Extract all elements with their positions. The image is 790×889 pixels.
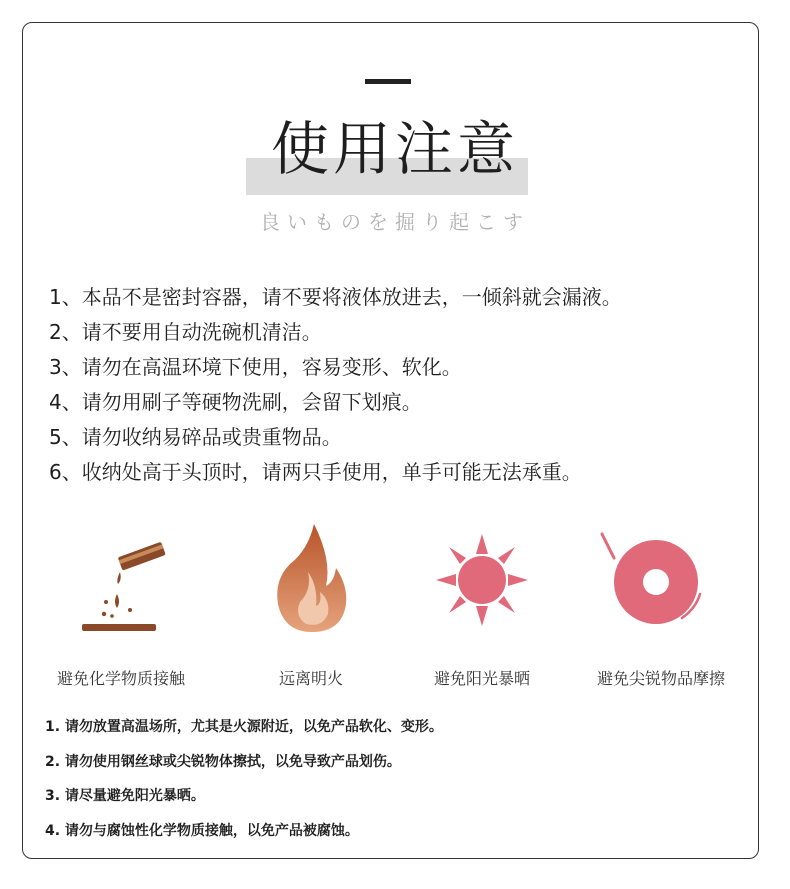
note-item: 3. 请尽量避免阳光暴晒。	[45, 788, 205, 804]
rule-item: 2、请不要用自动洗碗机清洁。	[49, 320, 322, 344]
note-item: 1. 请勿放置高温场所，尤其是火源附近，以免产品软化、变形。	[45, 719, 443, 735]
note-item: 4. 请勿与腐蚀性化学物质接触，以免产品被腐蚀。	[45, 822, 359, 839]
page-title: 使用注意	[270, 115, 519, 183]
rule-item: 1、本品不是密封容器，请不要将液体放进去，一倾斜就会漏液。	[49, 285, 622, 309]
usage-rules-list	[49, 280, 622, 490]
icon-label-fire: 远离明火	[278, 669, 343, 688]
icon-label-sharp-object: 避免尖锐物品摩擦	[596, 669, 725, 688]
icon-label-sun: 避免阳光暴晒	[433, 669, 530, 688]
notes-list	[45, 710, 443, 848]
rule-item: 5、请勿收纳易碎品或贵重物品。	[49, 425, 342, 449]
rule-item: 6、收纳处高于头顶时，请两只手使用，单手可能无法承重。	[49, 460, 582, 484]
title-decoration-bar	[365, 79, 411, 84]
sun-icon	[422, 520, 542, 640]
page-subtitle: 良いものを掘り起こす	[260, 210, 530, 234]
note-item: 2. 请勿使用钢丝球或尖锐物体擦拭，以免导致产品划伤。	[45, 753, 401, 770]
icon-label-chemical: 避免化学物质接触	[56, 669, 185, 688]
rule-item: 4、请勿用刷子等硬物洗刷，会留下划痕。	[49, 390, 422, 414]
rule-item: 3、请勿在高温环境下使用，容易变形、软化。	[49, 355, 462, 379]
sharp-object-icon	[596, 520, 716, 640]
chemical-pour-icon	[60, 520, 180, 640]
fire-icon	[250, 520, 370, 640]
